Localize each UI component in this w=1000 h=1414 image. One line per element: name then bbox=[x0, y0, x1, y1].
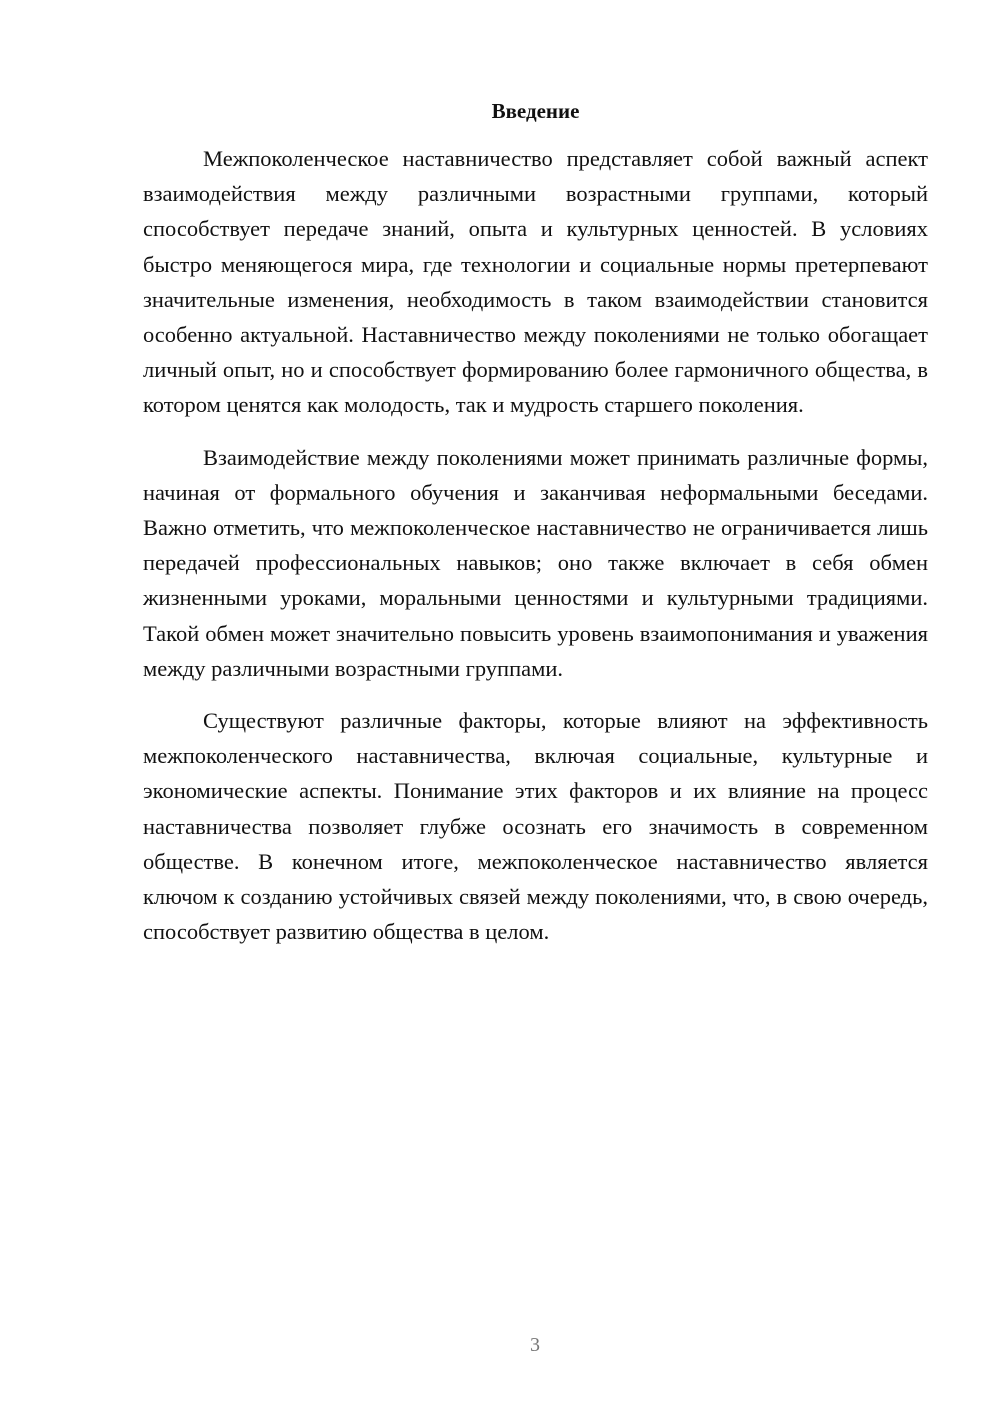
paragraph-2: Взаимодействие между поколениями может принимать различные формы, начиная от формального обучения и заканчивая неформальными беседами. Важно отметить, что межпоколенческое наставничество не ограничивается лишь передачей профессиональных навыков; оно также включает в себя обмен жизненными уроками, моральными ценностями и культурными традициями. Такой обмен может значительно повысить уровень взаимопонимания и уважения между различными возрастными группами. bbox=[143, 444, 928, 681]
paragraph-3: Существуют различные факторы, которые влияют на эффективность межпоколенческого наставничества, включая социальные, культурные и экономические аспекты. Понимание этих факторов и их влияние на процесс наставничества позволяет глубже осознать его значимость в современном обществе. В конечном итоге, межпоколенческое наставничество является ключом к созданию устойчивых связей между поколениями, что, в свою очередь, способствует развитию общества в целом. bbox=[143, 708, 928, 945]
page-number: 3 bbox=[530, 1334, 540, 1356]
paragraph-1: Межпоколенческое наставничество представляет собой важный аспект взаимодействия между различными возрастными группами, который способствует передаче знаний, опыта и культурных ценностей. В условиях быстро меняющегося мира, где технологии и социальные нормы претерпевают значительные изменения, необходимость в таком взаимодействии становится особенно актуальной. Наставничество между поколениями не только обогащает личный опыт, но и способствует формированию более гармоничного общества, в котором ценятся как молодость, так и мудрость старшего поколения. bbox=[143, 146, 928, 418]
section-title: Введение bbox=[491, 99, 580, 123]
page-content bbox=[143, 96, 928, 966]
